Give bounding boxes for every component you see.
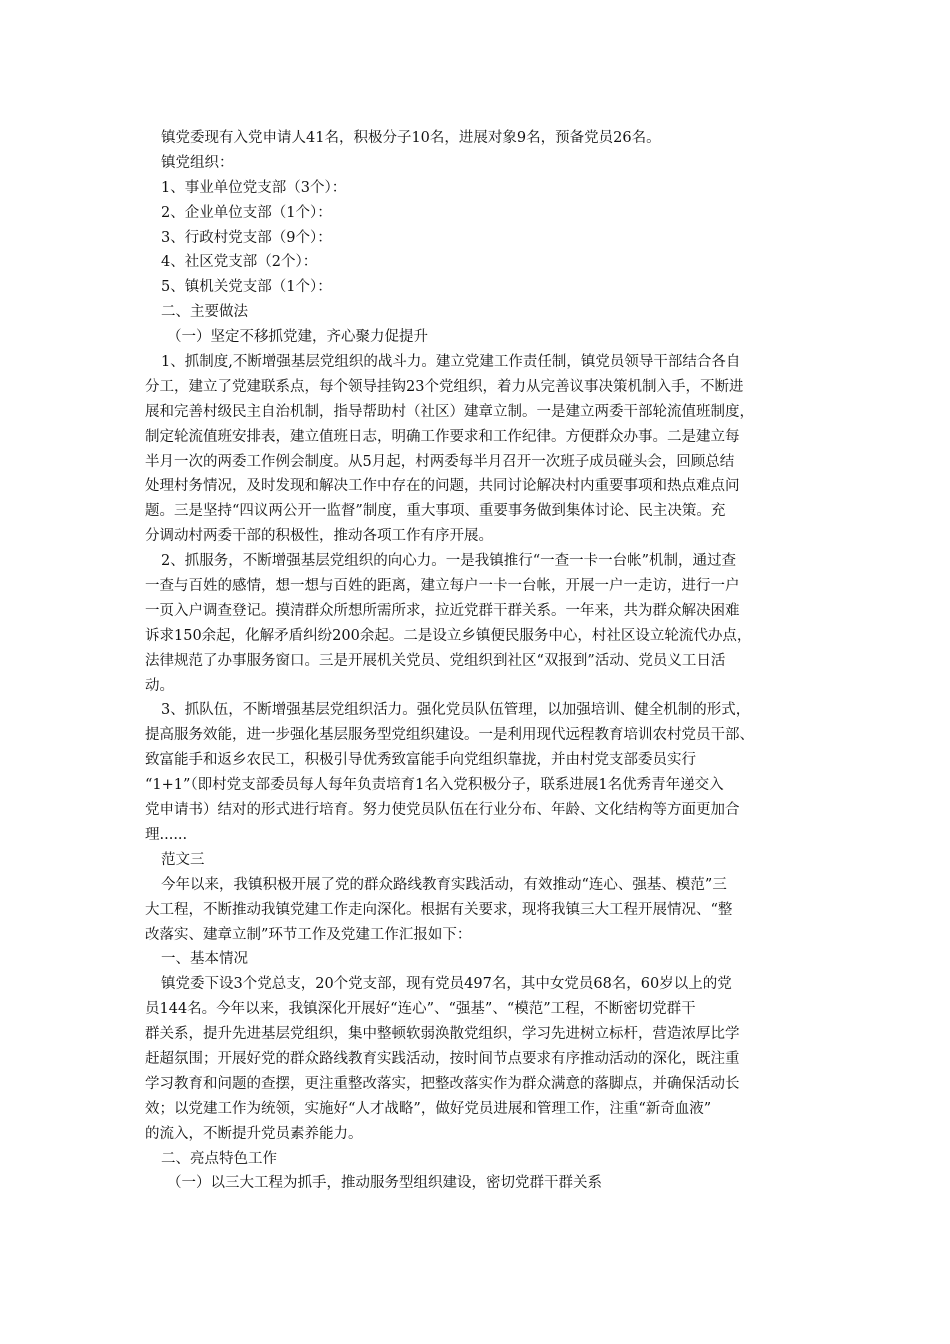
document-body — [145, 126, 815, 1196]
text-line: 镇党委下设3个党总支，20个党支部，现有党员497名，其中女党员68名，60岁以上的党 — [161, 976, 732, 993]
text-line: 法律规范了办事服务窗口。三是开展机关党员、党组织到社区“双报到”活动、党员义工日活 — [145, 652, 726, 669]
text-line: 党申请书）结对的形式进行培育。努力使党员队伍在行业分布、年龄、文化结构等方面更加合 — [145, 802, 740, 819]
text-line: 致富能手和返乡农民工，积极引导优秀致富能手向党组织靠拢，并由村党支部委员实行 — [145, 752, 696, 769]
text-line: 改落实、建章立制”环节工作及党建工作汇报如下： — [145, 926, 472, 943]
text-line: 一查与百姓的感情，想一想与百姓的距离，建立每户一卡一台帐，开展一户一走访，进行一户 — [145, 578, 740, 595]
text-line: 群关系，提升先进基层党组织，集中整顿软弱涣散党组织，学习先进树立标杆，营造浓厚比学 — [145, 1026, 740, 1043]
text-line: 今年以来，我镇积极开展了党的群众路线教育实践活动，有效推动“连心、强基、模范”三 — [161, 876, 727, 893]
text-line: （一）坚定不移抓党建，齐心聚力促提升 — [167, 329, 428, 346]
text-line: 镇党委现有入党申请人41名，积极分子10名，进展对象9名，预备党员26名。 — [161, 130, 661, 146]
text-line: 提高服务效能，进一步强化基层服务型党组织建设。一是利用现代远程教育培训农村党员干部、 — [145, 727, 754, 744]
text-line: 分工，建立了党建联系点，每个领导挂钩23个党组织，着力从完善议事决策机制入手，不断进 — [145, 378, 744, 395]
text-line: 大工程，不断推动我镇党建工作走向深化。根据有关要求，现将我镇三大工程开展情况、“整 — [145, 901, 733, 918]
text-line: 一页入户调查登记。摸清群众所想所需所求，拉近党群干群关系。一年来，共为群众解决困难 — [145, 602, 740, 619]
text-line: 分调动村两委干部的积极性，推动各项工作有序开展。 — [145, 528, 493, 545]
text-line: 的流入，不断提升党员素养能力。 — [145, 1125, 363, 1142]
text-line: 半月一次的两委工作例会制度。从5月起，村两委每半月召开一次班子成员碰头会，回顾总结 — [145, 453, 735, 470]
text-line: 理...... — [145, 826, 188, 843]
text-line: 员144名。今年以来，我镇深化开展好“连心”、“强基”、“模范”工程，不断密切党群干 — [145, 1001, 696, 1018]
text-line: 4、社区党支部（2个）： — [161, 254, 318, 271]
text-line: 一、基本情况 — [161, 951, 248, 968]
text-line: 赶超氛围；开展好党的群众路线教育实践活动，按时间节点要求有序推动活动的深化，既注重 — [145, 1050, 740, 1067]
text-line: 2、抓服务，不断增强基层党组织的向心力。一是我镇推行“一查一卡一台帐”机制，通过查 — [161, 553, 737, 570]
text-line: 制定轮流值班安排表，建立值班日志，明确工作要求和工作纪律。方便群众办事。二是建立每 — [145, 428, 740, 445]
text-line: 3、抓队伍，不断增强基层党组织活力。强化党员队伍管理，以加强培训、健全机制的形式， — [161, 702, 751, 719]
text-line: “1+1”（即村党支部委员每人每年负责培育1名入党积极分子，联系进展1名优秀青年递交入 — [145, 777, 724, 794]
text-line: 效；以党建工作为统领，实施好“人才战略”，做好党员进展和管理工作，注重“新奇血液” — [145, 1100, 712, 1117]
text-line: 处理村务情况，及时发现和解决工作中存在的问题，共同讨论解决村内重要事项和热点难点问 — [145, 478, 740, 495]
text-line: 题。三是坚持“四议两公开一监督”制度，重大事项、重要事务做到集体讨论、民主决策。充 — [145, 503, 726, 520]
text-line: 二、亮点特色工作 — [161, 1150, 277, 1167]
text-line: （一）以三大工程为抓手，推动服务型组织建设，密切党群干群关系 — [167, 1175, 602, 1192]
text-line: 二、主要做法 — [161, 304, 248, 321]
text-line: 展和完善村级民主自治机制，指导帮助村（社区）建章立制。一是建立两委干部轮流值班制度， — [145, 403, 754, 420]
text-line: 5、镇机关党支部（1个）： — [161, 279, 332, 296]
text-line: 1、事业单位党支部（3个）： — [161, 179, 347, 196]
text-line: 学习教育和问题的查摆，更注重整改落实，把整改落实作为群众满意的落脚点，并确保活动长 — [145, 1075, 740, 1092]
text-line: 2、企业单位支部（1个）： — [161, 204, 332, 221]
text-line: 3、行政村党支部（9个）： — [161, 229, 332, 246]
text-line: 镇党组织： — [161, 154, 234, 171]
text-line: 动。 — [145, 677, 174, 694]
text-line: 范文三 — [161, 851, 205, 868]
text-line: 诉求150余起，化解矛盾纠纷200余起。二是设立乡镇便民服务中心，村社区设立轮流代办点， — [145, 627, 752, 644]
text-line: 1、抓制度,不断增强基层党组织的战斗力。建立党建工作责任制，镇党员领导干部结合各自 — [161, 354, 741, 371]
